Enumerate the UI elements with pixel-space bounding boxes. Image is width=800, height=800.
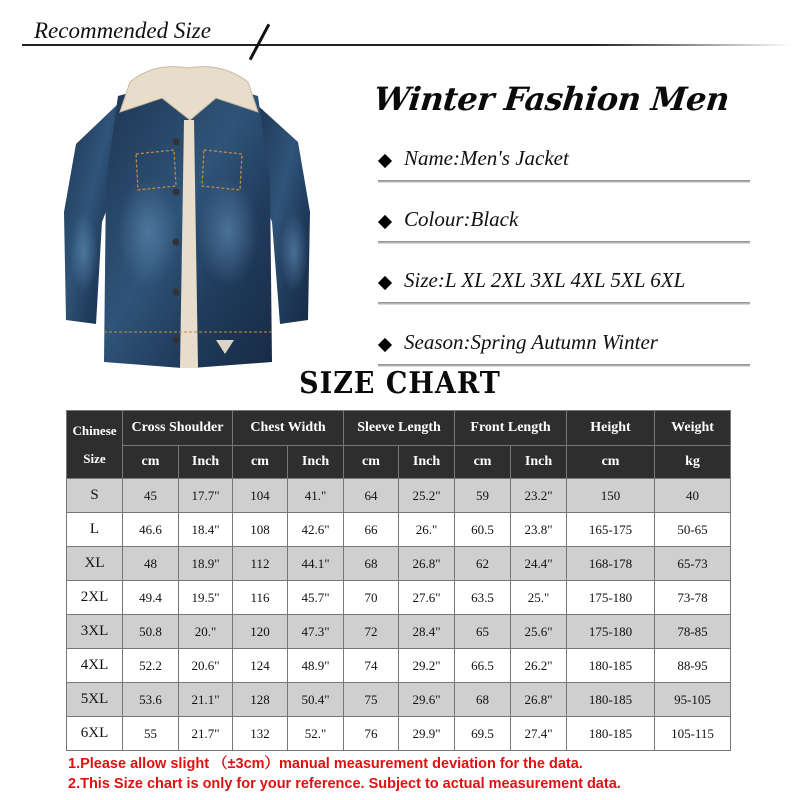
table-cell: 41." [288,479,344,513]
recommended-size-title: Recommended Size [34,18,211,43]
table-cell: 52.2 [123,649,179,683]
diamond-bullet-icon [378,276,392,290]
size-label-cell: S [67,479,123,513]
table-cell: 88-95 [655,649,731,683]
table-cell: 42.6" [288,513,344,547]
table-cell: 68 [455,683,511,717]
unit-header: cm [233,446,288,479]
table-cell: 73-78 [655,581,731,615]
unit-header: Inch [511,446,567,479]
table-row [67,581,731,615]
table-row [67,547,731,581]
unit-header: Inch [179,446,233,479]
spec-name-text: Name:Men's Jacket [404,146,569,170]
table-cell: 23.8" [511,513,567,547]
table-cell: 49.4 [123,581,179,615]
spec-size [378,268,750,308]
table-cell: 50-65 [655,513,731,547]
table-cell: 29.2" [399,649,455,683]
table-cell: 20.6" [179,649,233,683]
table-cell: 46.6 [123,513,179,547]
table-cell: 95-105 [655,683,731,717]
table-cell: 112 [233,547,288,581]
table-cell: 17.7" [179,479,233,513]
table-cell: 19.5" [179,581,233,615]
spec-divider [378,241,750,244]
size-label-cell: 6XL [67,717,123,751]
table-cell: 44.1" [288,547,344,581]
table-cell: 55 [123,717,179,751]
table-row [67,683,731,717]
table-cell: 26.8" [511,683,567,717]
size-table-body [67,479,731,751]
header-divider [22,44,792,46]
table-cell: 27.4" [511,717,567,751]
unit-header: cm [455,446,511,479]
table-cell: 64 [344,479,399,513]
spec-size-text: Size:L XL 2XL 3XL 4XL 5XL 6XL [404,268,686,292]
table-cell: 47.3" [288,615,344,649]
table-cell: 180-185 [567,683,655,717]
diamond-bullet-icon [378,154,392,168]
table-cell: 26.2" [511,649,567,683]
table-cell: 69.5 [455,717,511,751]
table-cell: 60.5 [455,513,511,547]
table-cell: 20." [179,615,233,649]
table-cell: 23.2" [511,479,567,513]
size-table-header-groups [67,411,731,446]
table-row [67,513,731,547]
header-chest-width: Chest Width [233,411,344,446]
table-cell: 29.9" [399,717,455,751]
table-cell: 18.9" [179,547,233,581]
table-cell: 62 [455,547,511,581]
diamond-bullet-icon [378,215,392,229]
table-cell: 66 [344,513,399,547]
table-cell: 59 [455,479,511,513]
table-cell: 53.6 [123,683,179,717]
table-cell: 26." [399,513,455,547]
unit-header: cm [123,446,179,479]
table-cell: 66.5 [455,649,511,683]
table-row [67,649,731,683]
denim-jacket-image [58,62,320,376]
table-cell: 108 [233,513,288,547]
size-corner-header: Chinese Size [67,411,123,479]
table-cell: 132 [233,717,288,751]
table-cell: 70 [344,581,399,615]
spec-colour [378,207,750,247]
table-cell: 165-175 [567,513,655,547]
unit-header: kg [655,446,731,479]
unit-header: cm [567,446,655,479]
spec-divider [378,180,750,183]
table-cell: 65-73 [655,547,731,581]
table-cell: 76 [344,717,399,751]
table-cell: 18.4" [179,513,233,547]
table-cell: 25.2" [399,479,455,513]
table-cell: 180-185 [567,649,655,683]
table-cell: 120 [233,615,288,649]
table-row [67,615,731,649]
table-cell: 45.7" [288,581,344,615]
table-cell: 74 [344,649,399,683]
table-cell: 48 [123,547,179,581]
size-label-cell: 3XL [67,615,123,649]
table-cell: 175-180 [567,581,655,615]
spec-season [378,330,750,370]
table-cell: 52." [288,717,344,751]
header-front-length: Front Length [455,411,567,446]
table-cell: 150 [567,479,655,513]
table-cell: 116 [233,581,288,615]
spec-name [378,146,750,186]
diamond-bullet-icon [378,338,392,352]
table-cell: 27.6" [399,581,455,615]
table-cell: 24.4" [511,547,567,581]
size-label-cell: XL [67,547,123,581]
spec-colour-text: Colour:Black [404,207,519,231]
unit-header: Inch [288,446,344,479]
spec-divider [378,302,750,305]
table-cell: 40 [655,479,731,513]
table-cell: 175-180 [567,615,655,649]
size-table-header-units [67,446,731,479]
spec-season-text: Season:Spring Autumn Winter [404,330,658,354]
table-cell: 25." [511,581,567,615]
table-cell: 21.7" [179,717,233,751]
note-measurement-deviation: 1.Please allow slight （±3cm）manual measurement deviation for the data. [68,756,583,772]
unit-header: cm [344,446,399,479]
table-cell: 65 [455,615,511,649]
table-cell: 180-185 [567,717,655,751]
table-cell: 105-115 [655,717,731,751]
table-cell: 78-85 [655,615,731,649]
table-cell: 72 [344,615,399,649]
table-cell: 21.1" [179,683,233,717]
table-cell: 25.6" [511,615,567,649]
table-cell: 48.9" [288,649,344,683]
header-weight: Weight [655,411,731,446]
table-cell: 124 [233,649,288,683]
table-cell: 75 [344,683,399,717]
size-label-cell: 4XL [67,649,123,683]
size-chart-title: SIZE CHART [299,366,501,401]
note-reference-only: 2.This Size chart is only for your reference. Subject to actual measurement data. [68,776,621,792]
table-cell: 104 [233,479,288,513]
recommended-size-header [0,0,800,56]
header-cross-shoulder: Cross Shoulder [123,411,233,446]
table-row [67,479,731,513]
size-label-cell: 2XL [67,581,123,615]
table-cell: 45 [123,479,179,513]
table-cell: 26.8" [399,547,455,581]
table-cell: 168-178 [567,547,655,581]
size-label-cell: L [67,513,123,547]
header-height: Height [567,411,655,446]
product-title: Winter Fashion Men [372,80,731,118]
size-chart-table [66,410,731,751]
table-cell: 29.6" [399,683,455,717]
table-cell: 28.4" [399,615,455,649]
table-cell: 50.8 [123,615,179,649]
size-label-cell: 5XL [67,683,123,717]
table-cell: 50.4" [288,683,344,717]
table-cell: 128 [233,683,288,717]
table-cell: 63.5 [455,581,511,615]
header-slash [249,24,270,61]
unit-header: Inch [399,446,455,479]
header-sleeve-length: Sleeve Length [344,411,455,446]
table-row [67,717,731,751]
table-cell: 68 [344,547,399,581]
